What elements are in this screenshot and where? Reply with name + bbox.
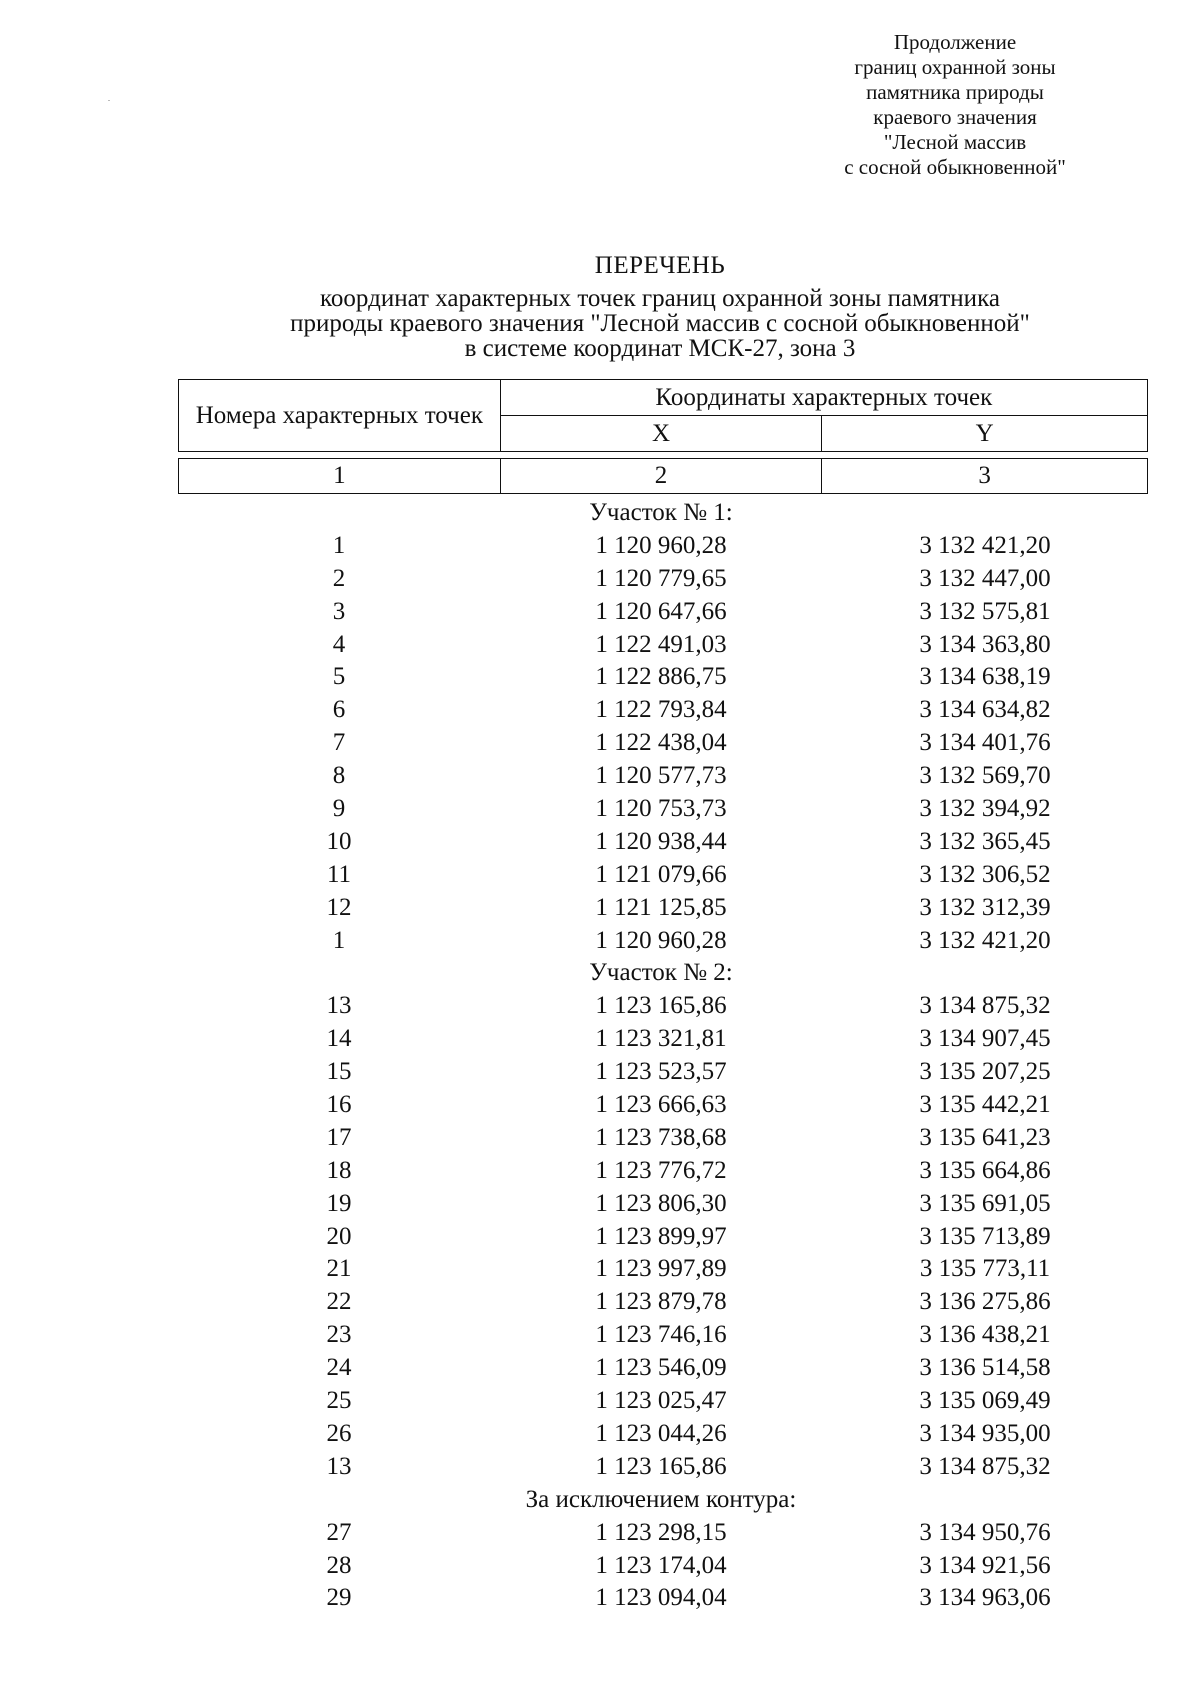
header-note-line: памятника природы	[866, 80, 1044, 104]
column-number: 1	[179, 459, 501, 494]
coord-x: 1 120 938,44	[595, 827, 727, 855]
document-title: ПЕРЕЧЕНЬ	[594, 252, 726, 279]
table-row	[178, 694, 1148, 727]
coord-x: 1 121 125,85	[595, 893, 727, 921]
coord-x: 1 123 776,72	[595, 1156, 727, 1184]
coord-x: 1 123 997,89	[595, 1255, 727, 1283]
coord-x: 1 123 165,86	[595, 1452, 727, 1480]
subtitle-line: координат характерных точек границ охранной зоны памятника	[320, 285, 1000, 312]
coord-x: 1 123 025,47	[595, 1387, 727, 1415]
table-row	[178, 1122, 1148, 1155]
coord-x: 1 123 899,97	[595, 1222, 727, 1250]
coord-y: 3 135 641,23	[919, 1123, 1051, 1151]
coord-x: 1 123 879,78	[595, 1288, 727, 1316]
table-row	[178, 1089, 1148, 1122]
table-row	[178, 1517, 1148, 1550]
table-row	[178, 1253, 1148, 1286]
header-x-cell: X	[500, 416, 822, 452]
section-heading-text: Участок № 2:	[589, 959, 733, 987]
table-row	[178, 925, 1148, 958]
point-number: 21	[326, 1255, 352, 1283]
point-number: 1	[332, 926, 346, 954]
table-row	[178, 990, 1148, 1023]
table-row	[178, 1418, 1148, 1451]
coord-y: 3 134 950,76	[919, 1518, 1051, 1546]
table-row	[178, 596, 1148, 629]
table-row	[178, 563, 1148, 596]
point-number: 25	[326, 1387, 352, 1415]
table-row	[178, 727, 1148, 760]
section-heading-text: Участок № 1:	[589, 499, 733, 526]
coord-y: 3 132 306,52	[919, 860, 1051, 888]
header-note-line: Продолжение	[893, 30, 1017, 54]
header-y-cell: Y	[822, 416, 1148, 452]
point-number: 2	[332, 564, 346, 592]
point-number: 23	[326, 1321, 352, 1349]
section-heading	[178, 497, 1148, 530]
table-row	[178, 530, 1148, 563]
subtitle-line: в системе координат МСК-27, зона 3	[464, 335, 856, 362]
point-number: 1	[332, 531, 346, 559]
point-number: 27	[326, 1518, 352, 1546]
coord-y: 3 134 963,06	[919, 1584, 1051, 1612]
coord-y: 3 135 207,25	[919, 1058, 1051, 1086]
coord-y: 3 136 275,86	[919, 1288, 1051, 1316]
table-row	[178, 1582, 1148, 1615]
table-row	[178, 1385, 1148, 1418]
coord-x: 1 123 174,04	[595, 1551, 727, 1579]
point-number: 22	[326, 1288, 352, 1316]
coord-x: 1 123 546,09	[595, 1354, 727, 1382]
point-number: 4	[332, 630, 346, 658]
column-numbers-row	[178, 458, 1148, 494]
header-note-line: краевого значения	[873, 105, 1037, 129]
point-number: 20	[326, 1222, 352, 1250]
coord-y: 3 132 421,20	[919, 531, 1051, 559]
header-note-line: "Лесной массив	[883, 130, 1027, 154]
coord-x: 1 123 321,81	[595, 1025, 727, 1053]
coord-x: 1 123 523,57	[595, 1058, 727, 1086]
section-heading	[178, 957, 1148, 990]
coord-x: 1 123 298,15	[595, 1518, 727, 1546]
table-row	[178, 1023, 1148, 1056]
coord-y: 3 134 921,56	[919, 1551, 1051, 1579]
coord-x: 1 122 491,03	[595, 630, 727, 658]
table-header	[178, 379, 1148, 452]
coord-y: 3 134 634,82	[919, 696, 1051, 724]
scan-speck	[108, 100, 110, 101]
point-number: 7	[332, 729, 346, 757]
coord-x: 1 123 806,30	[595, 1189, 727, 1217]
point-number: 3	[332, 597, 346, 625]
coord-y: 3 136 514,58	[919, 1354, 1051, 1382]
document-subtitle	[180, 286, 1140, 361]
coord-y: 3 132 421,20	[919, 926, 1051, 954]
table-row	[178, 826, 1148, 859]
point-number: 28	[326, 1551, 352, 1579]
coord-y: 3 135 713,89	[919, 1222, 1051, 1250]
coord-y: 3 134 401,76	[919, 729, 1051, 757]
point-number: 15	[326, 1058, 352, 1086]
coord-x: 1 121 079,66	[595, 860, 727, 888]
point-number: 12	[326, 893, 352, 921]
point-number: 9	[332, 795, 346, 823]
coord-x: 1 120 779,65	[595, 564, 727, 592]
coord-x: 1 123 094,04	[595, 1584, 727, 1612]
column-number: 2	[500, 459, 822, 494]
point-number: 5	[332, 663, 346, 691]
section-heading-text: За исключением контура:	[525, 1485, 797, 1513]
section-heading	[178, 1484, 1148, 1517]
coord-x: 1 120 647,66	[595, 597, 727, 625]
point-number: 13	[326, 992, 352, 1020]
coord-x: 1 120 577,73	[595, 762, 727, 790]
coord-y: 3 132 569,70	[919, 762, 1051, 790]
table-row	[178, 760, 1148, 793]
coord-x: 1 120 960,28	[595, 531, 727, 559]
coord-y: 3 134 907,45	[919, 1025, 1051, 1053]
point-number: 16	[326, 1091, 352, 1119]
point-number: 6	[332, 696, 346, 724]
table-row	[178, 1352, 1148, 1385]
table-row	[178, 1451, 1148, 1484]
point-number: 19	[326, 1189, 352, 1217]
coord-x: 1 122 793,84	[595, 696, 727, 724]
table-row	[178, 1550, 1148, 1583]
coord-x: 1 122 886,75	[595, 663, 727, 691]
coord-y: 3 134 935,00	[919, 1419, 1051, 1447]
header-note-line: с сосной обыкновенной"	[844, 155, 1066, 179]
subtitle-line: природы краевого значения "Лесной массив с сосной обыкновенной"	[290, 310, 1030, 337]
point-number: 18	[326, 1156, 352, 1184]
coord-y: 3 132 575,81	[919, 597, 1051, 625]
header-coords-cell: Координаты характерных точек	[500, 380, 1147, 416]
table-row	[178, 859, 1148, 892]
coord-y: 3 135 773,11	[919, 1255, 1051, 1283]
header-note-line: границ охранной зоны	[854, 55, 1056, 79]
table-row	[178, 1319, 1148, 1352]
point-number: 24	[326, 1354, 352, 1382]
coord-y: 3 135 069,49	[919, 1387, 1051, 1415]
table-row	[178, 892, 1148, 925]
coord-x: 1 123 738,68	[595, 1123, 727, 1151]
table-row	[178, 1155, 1148, 1188]
coord-y: 3 135 691,05	[919, 1189, 1051, 1217]
coord-x: 1 120 960,28	[595, 926, 727, 954]
coord-x: 1 122 438,04	[595, 729, 727, 757]
table-row	[178, 793, 1148, 826]
column-number: 3	[822, 459, 1148, 494]
coord-y: 3 134 638,19	[919, 663, 1051, 691]
coord-y: 3 135 442,21	[919, 1091, 1051, 1119]
table-row	[178, 1286, 1148, 1319]
point-number: 17	[326, 1123, 352, 1151]
table-row	[178, 661, 1148, 694]
coord-x: 1 123 666,63	[595, 1091, 727, 1119]
coord-y: 3 136 438,21	[919, 1321, 1051, 1349]
point-number: 10	[326, 827, 352, 855]
table-row	[178, 629, 1148, 662]
coord-y: 3 134 875,32	[919, 1452, 1051, 1480]
point-number: 11	[326, 860, 352, 888]
point-number: 8	[332, 762, 346, 790]
point-number: 13	[326, 1452, 352, 1480]
coord-x: 1 120 753,73	[595, 795, 727, 823]
header-points-cell: Номера характерных точек	[179, 380, 501, 452]
point-number: 14	[326, 1025, 352, 1053]
coord-y: 3 134 875,32	[919, 992, 1051, 1020]
coord-x: 1 123 044,26	[595, 1419, 727, 1447]
table-row	[178, 1188, 1148, 1221]
header-note	[800, 30, 1110, 180]
coord-y: 3 132 312,39	[919, 893, 1051, 921]
coord-x: 1 123 746,16	[595, 1321, 727, 1349]
point-number: 26	[326, 1419, 352, 1447]
point-number: 29	[326, 1584, 352, 1612]
coord-y: 3 134 363,80	[919, 630, 1051, 658]
coordinates-list	[178, 497, 1148, 1615]
coord-y: 3 132 394,92	[919, 795, 1051, 823]
coord-y: 3 132 447,00	[919, 564, 1051, 592]
coord-x: 1 123 165,86	[595, 992, 727, 1020]
coord-y: 3 132 365,45	[919, 827, 1051, 855]
table-row	[178, 1221, 1148, 1254]
coord-y: 3 135 664,86	[919, 1156, 1051, 1184]
table-row	[178, 1056, 1148, 1089]
